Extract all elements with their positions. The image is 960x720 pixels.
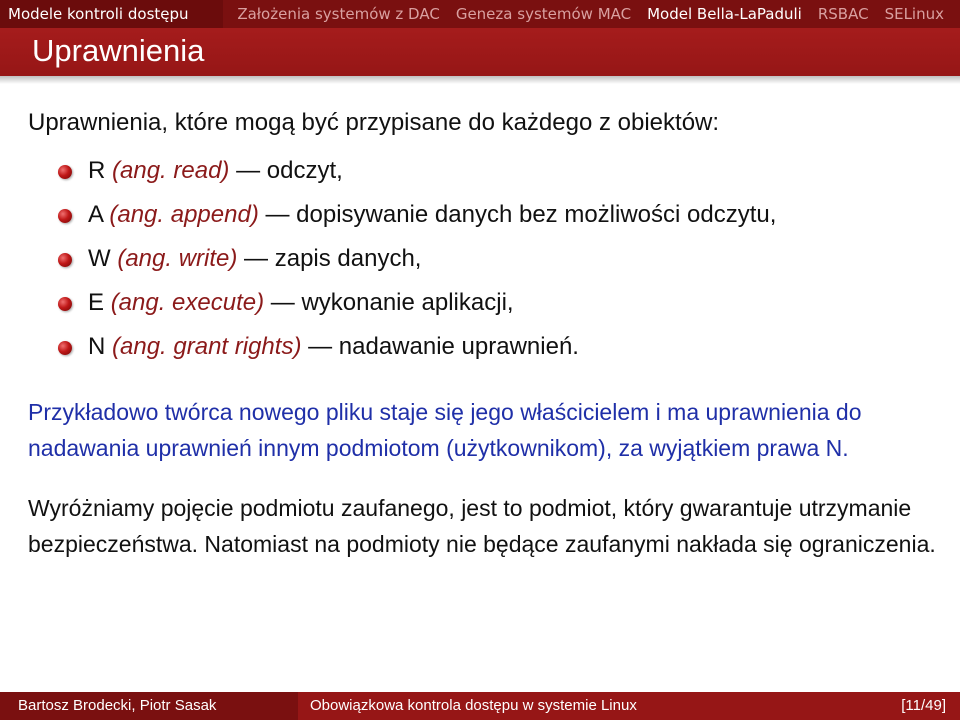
bullet-icon — [58, 297, 72, 311]
footer-talk-title — [298, 692, 960, 720]
nav-item-mac[interactable]: Geneza systemów MAC — [455, 5, 632, 23]
right-letter: A — [88, 201, 103, 228]
trusted-subject-paragraph: Wyróżniamy pojęcie podmiotu zaufanego, jest to podmiot, który gwarantuje utrzymanie bezpieczeństwa. Natomiast na podmioty nie będące zaufanymi nakłada się ograniczenia. — [28, 495, 936, 557]
list-item — [58, 244, 948, 288]
nav-item-selinux[interactable]: SELinux — [884, 5, 944, 23]
bullet-icon — [58, 341, 72, 355]
nav-section-title[interactable]: Modele kontroli dostępu — [0, 0, 223, 28]
footer-bar — [0, 692, 960, 720]
right-description: wykonanie aplikacji, — [301, 289, 514, 316]
right-description: odczyt, — [266, 157, 343, 184]
right-description: zapis danych, — [274, 245, 422, 272]
list-item — [58, 156, 948, 200]
footer-authors: Bartosz Brodecki, Piotr Sasak — [0, 692, 298, 720]
right-english: (ang. write) — [117, 245, 238, 272]
footer-talk-text: Obowiązkowa kontrola dostępu w systemie Linux — [310, 697, 637, 714]
bullet-icon — [58, 209, 72, 223]
dash: — — [308, 333, 333, 360]
dash: — — [270, 289, 295, 316]
right-description: dopisywanie danych bez możliwości odczytu, — [296, 201, 777, 228]
right-english: (ang. execute) — [110, 289, 265, 316]
right-letter: E — [88, 289, 105, 316]
nav-item-bell-lapadula[interactable]: Model Bella-LaPaduli — [647, 5, 802, 23]
right-english: (ang. read) — [112, 157, 230, 184]
rights-list — [28, 156, 948, 376]
nav-item-dac[interactable]: Założenia systemów z DAC — [237, 5, 440, 23]
dash: — — [236, 157, 261, 184]
top-navigation-bar — [0, 0, 960, 28]
nav-item-rsbac[interactable]: RSBAC — [817, 5, 869, 23]
page-number: [11/49] — [901, 697, 946, 714]
slide-content — [28, 108, 948, 562]
right-letter: W — [88, 245, 111, 272]
list-item — [58, 200, 948, 244]
list-item — [58, 288, 948, 332]
right-english: (ang. append) — [109, 201, 259, 228]
bullet-icon — [58, 165, 72, 179]
list-item — [58, 332, 948, 376]
bullet-icon — [58, 253, 72, 267]
right-description: nadawanie uprawnień. — [338, 333, 579, 360]
dash: — — [244, 245, 269, 272]
nav-subsections — [223, 0, 960, 28]
frame-title: Uprawnienia — [0, 28, 960, 76]
right-english: (ang. grant rights) — [112, 333, 302, 360]
dash: — — [265, 201, 290, 228]
right-letter: N — [88, 333, 106, 360]
example-paragraph: Przykładowo twórca nowego pliku staje się jego właścicielem i ma uprawnienia do nadawania uprawnień innym podmiotom (użytkownikom), za wyjątkiem prawa N. — [28, 399, 862, 461]
intro-text: Uprawnienia, które mogą być przypisane do każdego z obiektów: — [28, 109, 720, 136]
right-letter: R — [88, 157, 106, 184]
